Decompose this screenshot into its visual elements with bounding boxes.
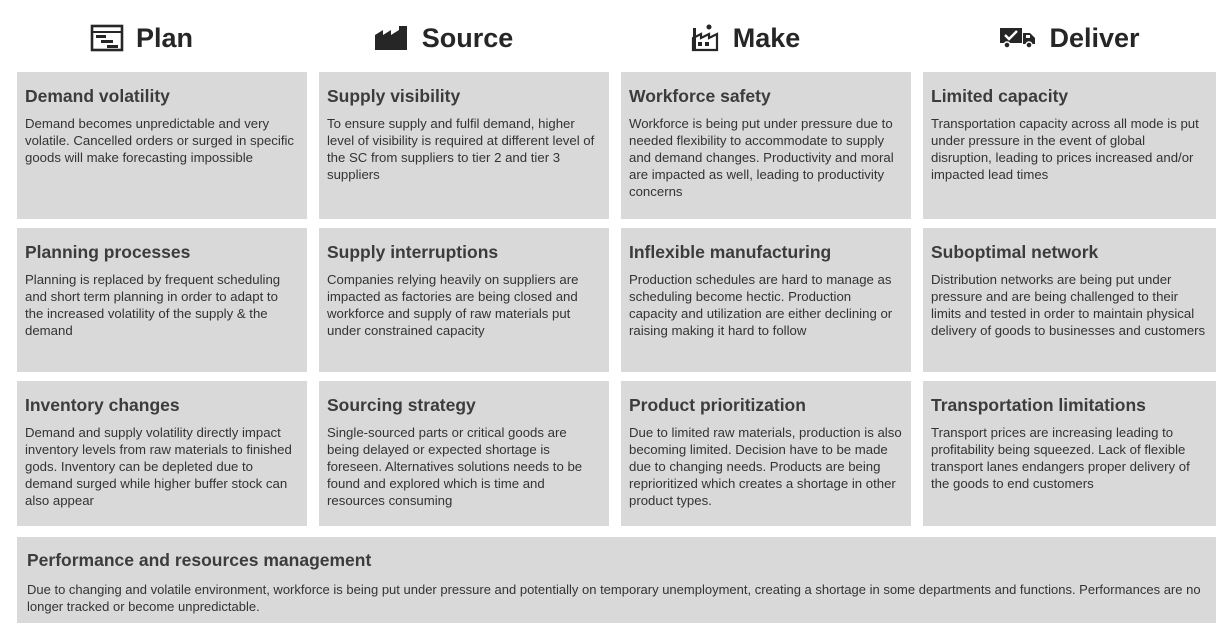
card-body: To ensure supply and fulfil demand, higher level of visibility is required at different level of the SC from suppliers to tier 2 and tier 3 suppliers [327,116,595,182]
card-title: Performance and resources management [27,550,372,570]
card-body: Planning is replaced by frequent scheduling and short term planning in order to adapt to the increased volatility of the supply & the demand [25,272,281,338]
card-body: Production schedules are hard to manage as scheduling become hectic. Production capacity and utilization are either declining or raising making it hard to follow [629,272,893,338]
card-title: Sourcing strategy [327,395,476,415]
card-body: Distribution networks are being put under pressure and are being challenged to their limits and tested in order to maintain physical delivery of goods to businesses and customers [931,272,1206,338]
card-title: Workforce safety [629,86,771,106]
card-inflexible-manufacturing [621,228,911,372]
card-body: Due to limited raw materials, production is also becoming limited. Decision have to be made due to changing needs. Products are being reprioritized which creates a shortage in other product types. [629,425,902,508]
card-planning-processes [17,228,307,372]
card-transportation-limitations [923,381,1216,526]
card-body: Demand and supply volatility directly impact inventory levels from raw materials to finished gods. Inventory can be depleted due to demand surged while higher buffer stock can also appear [25,425,292,508]
card-title: Transportation limitations [931,395,1146,415]
card-title: Inventory changes [25,395,180,415]
card-limited-capacity [923,72,1216,219]
card-sourcing-strategy [319,381,609,526]
card-body: Transport prices are increasing leading to profitability being squeezed. Lack of flexible transport lanes endangers proper delivery of the goods to end customers [931,425,1190,491]
card-title: Product prioritization [629,395,806,415]
column-title-source: Source [421,22,514,53]
column-title-deliver: Deliver [1049,22,1140,53]
card-title: Limited capacity [931,86,1069,106]
card-performance-resources-management [17,537,1216,623]
card-body: Workforce is being put under pressure due to needed flexibility to accommodate to supply and demand changes. Productivity and moral are impacted as well, leading to productivity concerns [629,116,894,199]
card-suboptimal-network [923,228,1216,372]
card-demand-volatility [17,72,307,219]
delivery-truck-icon [999,26,1037,50]
card-inventory-changes [17,381,307,526]
card-body: Companies relying heavily on suppliers are impacted as factories are being closed and workforce and supply of raw materials put under constrained capacity [327,272,579,338]
card-body: Transportation capacity across all mode is put under pressure in the event of global disruption, leading to prices increased and/or impacted lead times [931,116,1199,182]
column-title-plan: Plan [135,22,194,53]
factory-worker-icon [691,24,721,52]
card-title: Inflexible manufacturing [629,242,832,262]
card-title: Supply visibility [327,86,461,106]
card-body: Due to changing and volatile environment, workforce is being put under pressure and potentially on temporary unemployment, creating a shortage in some departments and functions. Performances are no longer tracked or become unpredictable. [27,582,1201,614]
card-body: Single-sourced parts or critical goods are being delayed or expected shortage is foreseen. Alternatives solutions needs to be found and explored which is time and resources consuming [327,425,583,508]
card-title: Demand volatility [25,86,170,106]
card-product-prioritization [621,381,911,526]
column-header-plan [17,20,266,56]
card-body: Demand becomes unpredictable and very volatile. Cancelled orders or surged in specific goods will make forecasting impossible [25,116,295,165]
card-workforce-safety [621,72,911,219]
card-supply-interruptions [319,228,609,372]
card-title: Suboptimal network [931,242,1099,262]
gantt-chart-icon [90,24,124,52]
factory-icon [374,25,410,51]
column-title-make: Make [732,22,801,53]
column-header-source [319,20,568,56]
card-title: Supply interruptions [327,242,499,262]
card-supply-visibility [319,72,609,219]
column-header-deliver [923,20,1216,56]
card-title: Planning processes [25,242,191,262]
column-header-make [621,20,870,56]
